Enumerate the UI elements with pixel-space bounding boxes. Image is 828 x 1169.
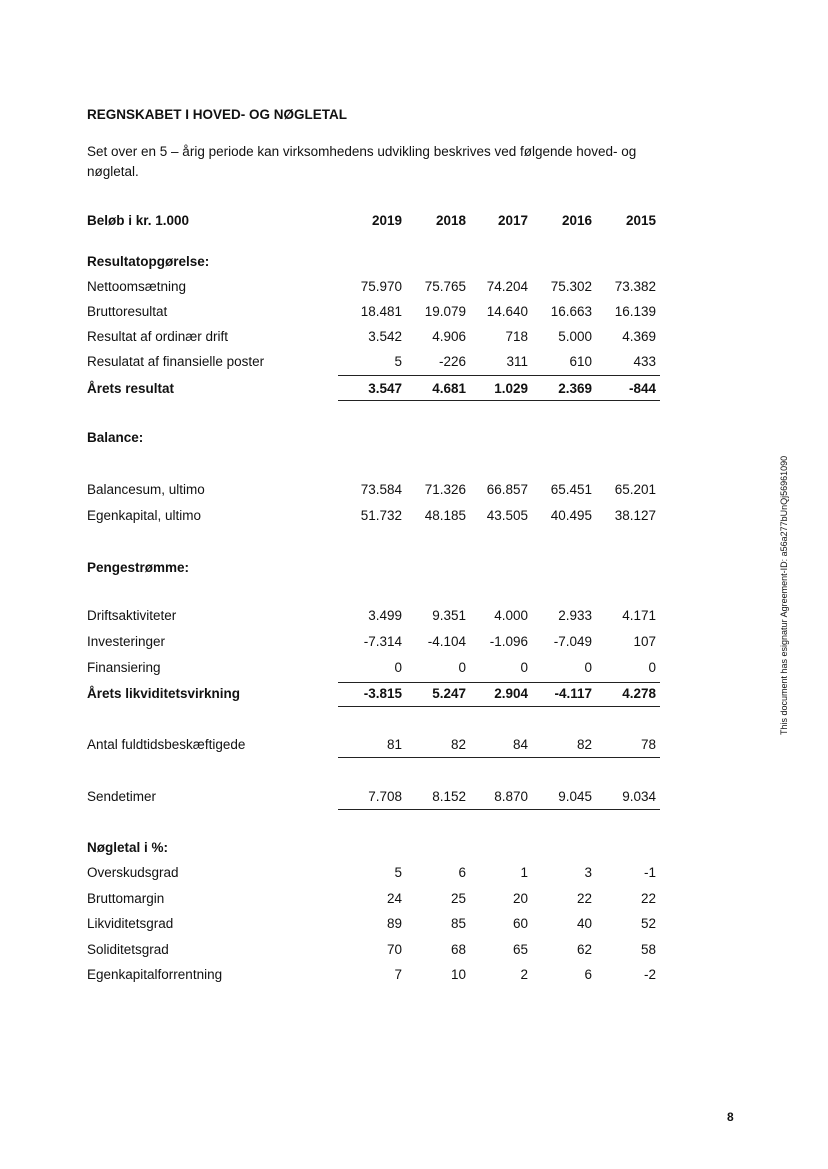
row-value: 82 bbox=[576, 737, 592, 752]
page-number: 8 bbox=[727, 1110, 734, 1124]
row-value: 5 bbox=[394, 865, 402, 880]
row-value: 4.000 bbox=[494, 608, 528, 623]
row-value: 40 bbox=[576, 916, 592, 931]
page-title: REGNSKABET I HOVED- OG NØGLETAL bbox=[87, 107, 348, 122]
row-value: 58 bbox=[640, 942, 656, 957]
row-label: Årets likviditetsvirkning bbox=[87, 686, 241, 701]
row-label: Sendetimer bbox=[87, 789, 157, 804]
row-value: 22 bbox=[640, 891, 656, 906]
row-value: 433 bbox=[633, 354, 656, 369]
row-label: Bruttoresultat bbox=[87, 304, 168, 319]
row-value: 5.247 bbox=[432, 686, 466, 701]
row-value: 7.708 bbox=[368, 789, 402, 804]
row-value: -7.049 bbox=[553, 634, 592, 649]
divider bbox=[338, 682, 660, 683]
row-value: 70 bbox=[386, 942, 402, 957]
row-value: 311 bbox=[506, 354, 528, 369]
year-header: 2017 bbox=[497, 213, 528, 228]
row-value: -226 bbox=[438, 354, 466, 369]
row-value: 8.870 bbox=[494, 789, 528, 804]
row-value: 4.171 bbox=[622, 608, 656, 623]
row-value: 25 bbox=[450, 891, 466, 906]
row-value: 6 bbox=[458, 865, 466, 880]
year-header: 2019 bbox=[371, 213, 402, 228]
row-label: Nettoomsætning bbox=[87, 279, 187, 294]
row-value: -3.815 bbox=[363, 686, 402, 701]
year-header: 2018 bbox=[435, 213, 466, 228]
year-header: 2016 bbox=[561, 213, 592, 228]
row-value: 610 bbox=[569, 354, 592, 369]
row-label: Likviditetsgrad bbox=[87, 916, 174, 931]
row-value: -7.314 bbox=[363, 634, 402, 649]
row-value: 0 bbox=[584, 660, 592, 675]
row-value: -4.117 bbox=[554, 686, 592, 701]
section-heading: Pengestrømme: bbox=[87, 560, 190, 575]
row-value: 62 bbox=[576, 942, 592, 957]
row-label: Resulatat af finansielle poster bbox=[87, 354, 265, 369]
row-value: 89 bbox=[386, 916, 402, 931]
intro-text: Set over en 5 – årig periode kan virksomhedens udvikling beskrives ved følgende hoved- og nøgletal. bbox=[87, 144, 637, 179]
row-value: 84 bbox=[512, 737, 528, 752]
row-value: 16.139 bbox=[614, 304, 656, 319]
row-value: 48.185 bbox=[424, 508, 466, 523]
row-value: 74.204 bbox=[486, 279, 528, 294]
table-row bbox=[87, 354, 662, 372]
row-label: Finansiering bbox=[87, 660, 161, 675]
row-value: 3.542 bbox=[368, 329, 402, 344]
table-row bbox=[87, 967, 662, 985]
row-value: 4.369 bbox=[622, 329, 656, 344]
row-value: 107 bbox=[633, 634, 656, 649]
row-label: Egenkapital, ultimo bbox=[87, 508, 202, 523]
row-value: 1 bbox=[520, 865, 528, 880]
row-value: 4.278 bbox=[622, 686, 656, 701]
table-row bbox=[87, 482, 662, 500]
row-value: 78 bbox=[640, 737, 656, 752]
table-row bbox=[87, 865, 662, 883]
row-value: 9.045 bbox=[558, 789, 592, 804]
row-value: 60 bbox=[512, 916, 528, 931]
row-value: -844 bbox=[628, 381, 656, 396]
row-value: 0 bbox=[394, 660, 402, 675]
row-value: -4.104 bbox=[427, 634, 466, 649]
table-row bbox=[87, 608, 662, 626]
row-value: 718 bbox=[505, 329, 528, 344]
row-value: 85 bbox=[450, 916, 466, 931]
row-value: 75.970 bbox=[360, 279, 402, 294]
row-value: -1.096 bbox=[489, 634, 528, 649]
row-label: Egenkapitalforrentning bbox=[87, 967, 223, 982]
table-row bbox=[87, 891, 662, 909]
row-value: 6 bbox=[584, 967, 592, 982]
row-label: Bruttomargin bbox=[87, 891, 165, 906]
row-value: 5 bbox=[394, 354, 402, 369]
table-row bbox=[87, 789, 662, 807]
table-row bbox=[87, 660, 662, 678]
row-value: 4.906 bbox=[432, 329, 466, 344]
year-header: 2015 bbox=[625, 213, 656, 228]
row-value: 14.640 bbox=[486, 304, 528, 319]
row-value: 24 bbox=[386, 891, 402, 906]
row-value: 9.351 bbox=[432, 608, 466, 623]
table-row bbox=[87, 686, 662, 704]
row-value: 2.933 bbox=[558, 608, 592, 623]
section-heading: Resultatopgørelse: bbox=[87, 254, 210, 269]
row-value: 19.079 bbox=[424, 304, 466, 319]
table-row bbox=[87, 916, 662, 934]
row-value: 75.765 bbox=[424, 279, 466, 294]
row-value: 0 bbox=[648, 660, 656, 675]
row-value: 71.326 bbox=[424, 482, 466, 497]
row-value: 20 bbox=[512, 891, 528, 906]
row-value: 73.584 bbox=[360, 482, 402, 497]
table-row bbox=[87, 737, 662, 755]
row-value: 3 bbox=[584, 865, 592, 880]
row-value: 2.369 bbox=[558, 381, 592, 396]
header-row bbox=[87, 213, 662, 231]
row-value: 0 bbox=[458, 660, 466, 675]
table-row bbox=[87, 508, 662, 526]
divider bbox=[338, 809, 660, 810]
esignature-note: This document has esignatur Agreement-ID: a56a277bUnQj56961090 bbox=[779, 455, 789, 735]
row-value: 65.451 bbox=[550, 482, 592, 497]
row-value: -2 bbox=[643, 967, 656, 982]
row-value: 73.382 bbox=[614, 279, 656, 294]
row-label: Antal fuldtidsbeskæftigede bbox=[87, 737, 246, 752]
row-value: 8.152 bbox=[432, 789, 466, 804]
row-value: 43.505 bbox=[486, 508, 528, 523]
row-label: Balancesum, ultimo bbox=[87, 482, 205, 497]
row-value: 52 bbox=[640, 916, 656, 931]
row-value: 2.904 bbox=[494, 686, 528, 701]
row-value: 65.201 bbox=[614, 482, 656, 497]
row-value: 68 bbox=[450, 942, 466, 957]
section-heading: Balance: bbox=[87, 430, 144, 445]
row-value: 0 bbox=[520, 660, 528, 675]
row-label: Resultat af ordinær drift bbox=[87, 329, 229, 344]
table-row bbox=[87, 634, 662, 652]
row-value: 2 bbox=[520, 967, 528, 982]
row-value: 18.481 bbox=[360, 304, 402, 319]
row-value: 66.857 bbox=[486, 482, 528, 497]
row-value: 1.029 bbox=[494, 381, 528, 396]
divider bbox=[338, 757, 660, 758]
row-value: 51.732 bbox=[360, 508, 402, 523]
row-label: Overskudsgrad bbox=[87, 865, 179, 880]
row-value: 7 bbox=[394, 967, 402, 982]
row-value: -1 bbox=[643, 865, 656, 880]
divider bbox=[338, 400, 660, 401]
row-value: 38.127 bbox=[614, 508, 656, 523]
row-value: 22 bbox=[576, 891, 592, 906]
row-value: 40.495 bbox=[550, 508, 592, 523]
table-row bbox=[87, 279, 662, 297]
table-row bbox=[87, 329, 662, 347]
row-value: 81 bbox=[386, 737, 402, 752]
row-value: 65 bbox=[512, 942, 528, 957]
table-row bbox=[87, 304, 662, 322]
row-label: Årets resultat bbox=[87, 381, 175, 396]
row-value: 5.000 bbox=[558, 329, 592, 344]
section-heading: Nøgletal i %: bbox=[87, 840, 169, 855]
amount-unit-label: Beløb i kr. 1.000 bbox=[87, 213, 190, 228]
row-value: 3.547 bbox=[368, 381, 402, 396]
row-value: 82 bbox=[450, 737, 466, 752]
row-value: 10 bbox=[450, 967, 466, 982]
row-value: 9.034 bbox=[622, 789, 656, 804]
divider bbox=[338, 375, 660, 376]
table-row bbox=[87, 942, 662, 960]
row-value: 16.663 bbox=[550, 304, 592, 319]
divider bbox=[338, 706, 660, 707]
row-value: 3.499 bbox=[368, 608, 402, 623]
row-value: 4.681 bbox=[432, 381, 466, 396]
row-label: Investeringer bbox=[87, 634, 166, 649]
row-label: Soliditetsgrad bbox=[87, 942, 169, 957]
table-row bbox=[87, 381, 662, 399]
row-label: Driftsaktiviteter bbox=[87, 608, 177, 623]
row-value: 75.302 bbox=[550, 279, 592, 294]
